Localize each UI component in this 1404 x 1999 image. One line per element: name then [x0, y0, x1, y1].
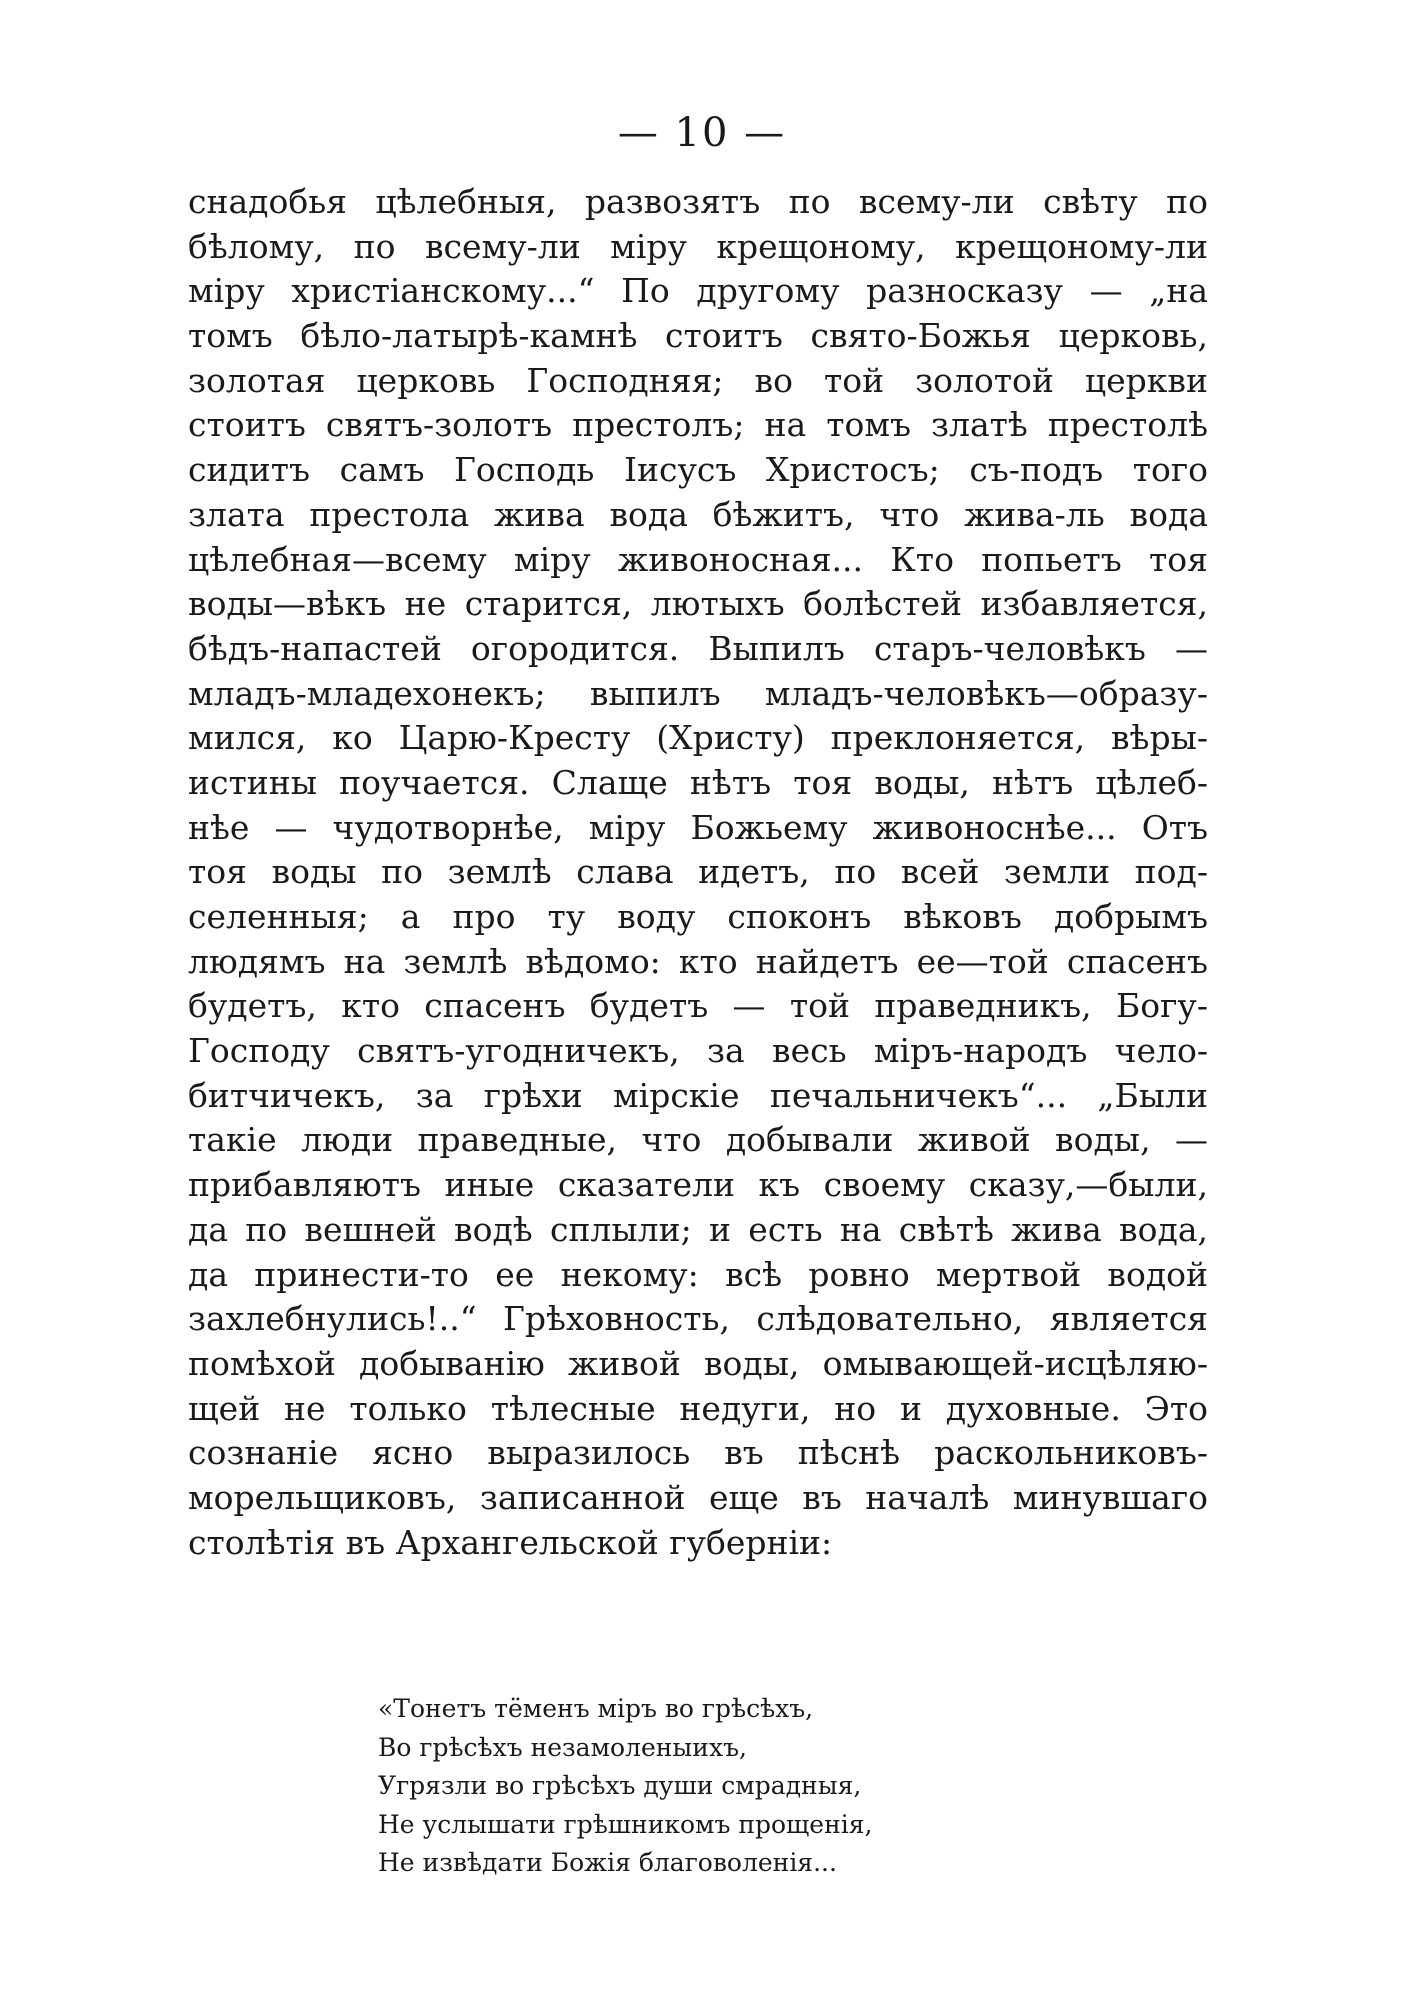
- text-line: захлебнулись!..“ Грѣховность, слѣдовательно, является: [188, 1299, 1208, 1339]
- verse-quote: [378, 1690, 938, 1883]
- text-line: стоитъ святъ-золотъ престолъ; на томъ златѣ престолѣ: [188, 405, 1208, 445]
- text-line: прибавляютъ иные сказатели къ своему сказу,—были,: [188, 1165, 1208, 1205]
- verse-line: Угрязли во грѣсѣхъ души смрадныя,: [378, 1771, 862, 1800]
- verse-line: Во грѣсѣхъ незамоленыихъ,: [378, 1732, 747, 1762]
- text-line: сидитъ самъ Господь Іисусъ Христосъ; съ-подъ того: [188, 450, 1208, 490]
- text-line: бѣдъ-напастей огородится. Выпилъ старъ-человѣкъ —: [188, 628, 1208, 668]
- text-line: цѣлебная—всему міру живоносная... Кто попьетъ тоя: [188, 539, 1208, 579]
- text-line: столѣтія въ Архангельской губерніи:: [188, 1522, 833, 1562]
- text-line: такіе люди праведные, что добывали живой воды, —: [188, 1120, 1208, 1160]
- text-line: людямъ на землѣ вѣдомо: кто найдетъ ее—той спасенъ: [188, 941, 1208, 981]
- text-line: тоя воды по землѣ слава идетъ, по всей земли под-: [188, 852, 1208, 892]
- text-line: да по вешней водѣ сплыли; и есть на свѣтѣ жива вода,: [188, 1209, 1208, 1249]
- text-line: міру христіанскому...“ По другому разносказу — „на: [188, 271, 1208, 311]
- text-line: Господу святъ-угодничекъ, за весь міръ-народъ чело-: [188, 1031, 1208, 1071]
- text-line: злата престола жива вода бѣжитъ, что жива-ль вода: [188, 494, 1208, 534]
- text-line: мился, ко Царю-Кресту (Христу) преклоняется, вѣры-: [188, 718, 1208, 758]
- body-text: [188, 180, 1208, 1565]
- text-line: истины поучается. Слаще нѣтъ тоя воды, нѣтъ цѣлеб-: [188, 762, 1208, 802]
- text-line: сознаніе ясно выразилось въ пѣснѣ раскольниковъ-: [188, 1433, 1208, 1473]
- text-line: томъ бѣло-латырѣ-камнѣ стоитъ свято-Божья церковь,: [188, 316, 1208, 356]
- text-line: золотая церковь Господняя; во той золотой церкви: [188, 360, 1208, 400]
- text-line: селенныя; а про ту воду споконъ вѣковъ добрымъ: [188, 897, 1208, 936]
- verse-line: «Тонетъ тёменъ міръ во грѣсѣхъ,: [378, 1694, 814, 1723]
- text-line: бѣлому, по всему-ли міру крещоному, крещоному-ли: [188, 226, 1208, 266]
- text-line: снадобья цѣлебныя, развозятъ по всему-ли свѣту по: [188, 182, 1208, 221]
- verse-line: Не услышати грѣшникомъ прощенія,: [378, 1809, 873, 1839]
- text-line: морельщиковъ, записанной еще въ началѣ минувшаго: [188, 1477, 1208, 1517]
- text-line: помѣхой добыванію живой воды, омывающей-исцѣляю-: [188, 1343, 1208, 1383]
- verse-line: Не извѣдати Божія благоволенія...: [378, 1848, 837, 1877]
- text-line: младъ-младехонекъ; выпилъ младъ-человѣкъ—образу-: [188, 673, 1208, 713]
- page-number: — 10 —: [617, 110, 787, 156]
- text-line: щей не только тѣлесные недуги, но и духовные. Это: [188, 1388, 1208, 1428]
- text-line: нѣе — чудотворнѣе, міру Божьему живоноснѣе... Отъ: [188, 807, 1208, 847]
- text-line: битчичекъ, за грѣхи мірскіе печальничекъ“... „Были: [188, 1075, 1208, 1115]
- text-line: воды—вѣкъ не старится, лютыхъ болѣстей избавляется,: [188, 584, 1208, 624]
- text-line: будетъ, кто спасенъ будетъ — той праведникъ, Богу-: [188, 986, 1208, 1026]
- text-line: да принести-то ее некому: всѣ ровно мертвой водой: [188, 1254, 1208, 1294]
